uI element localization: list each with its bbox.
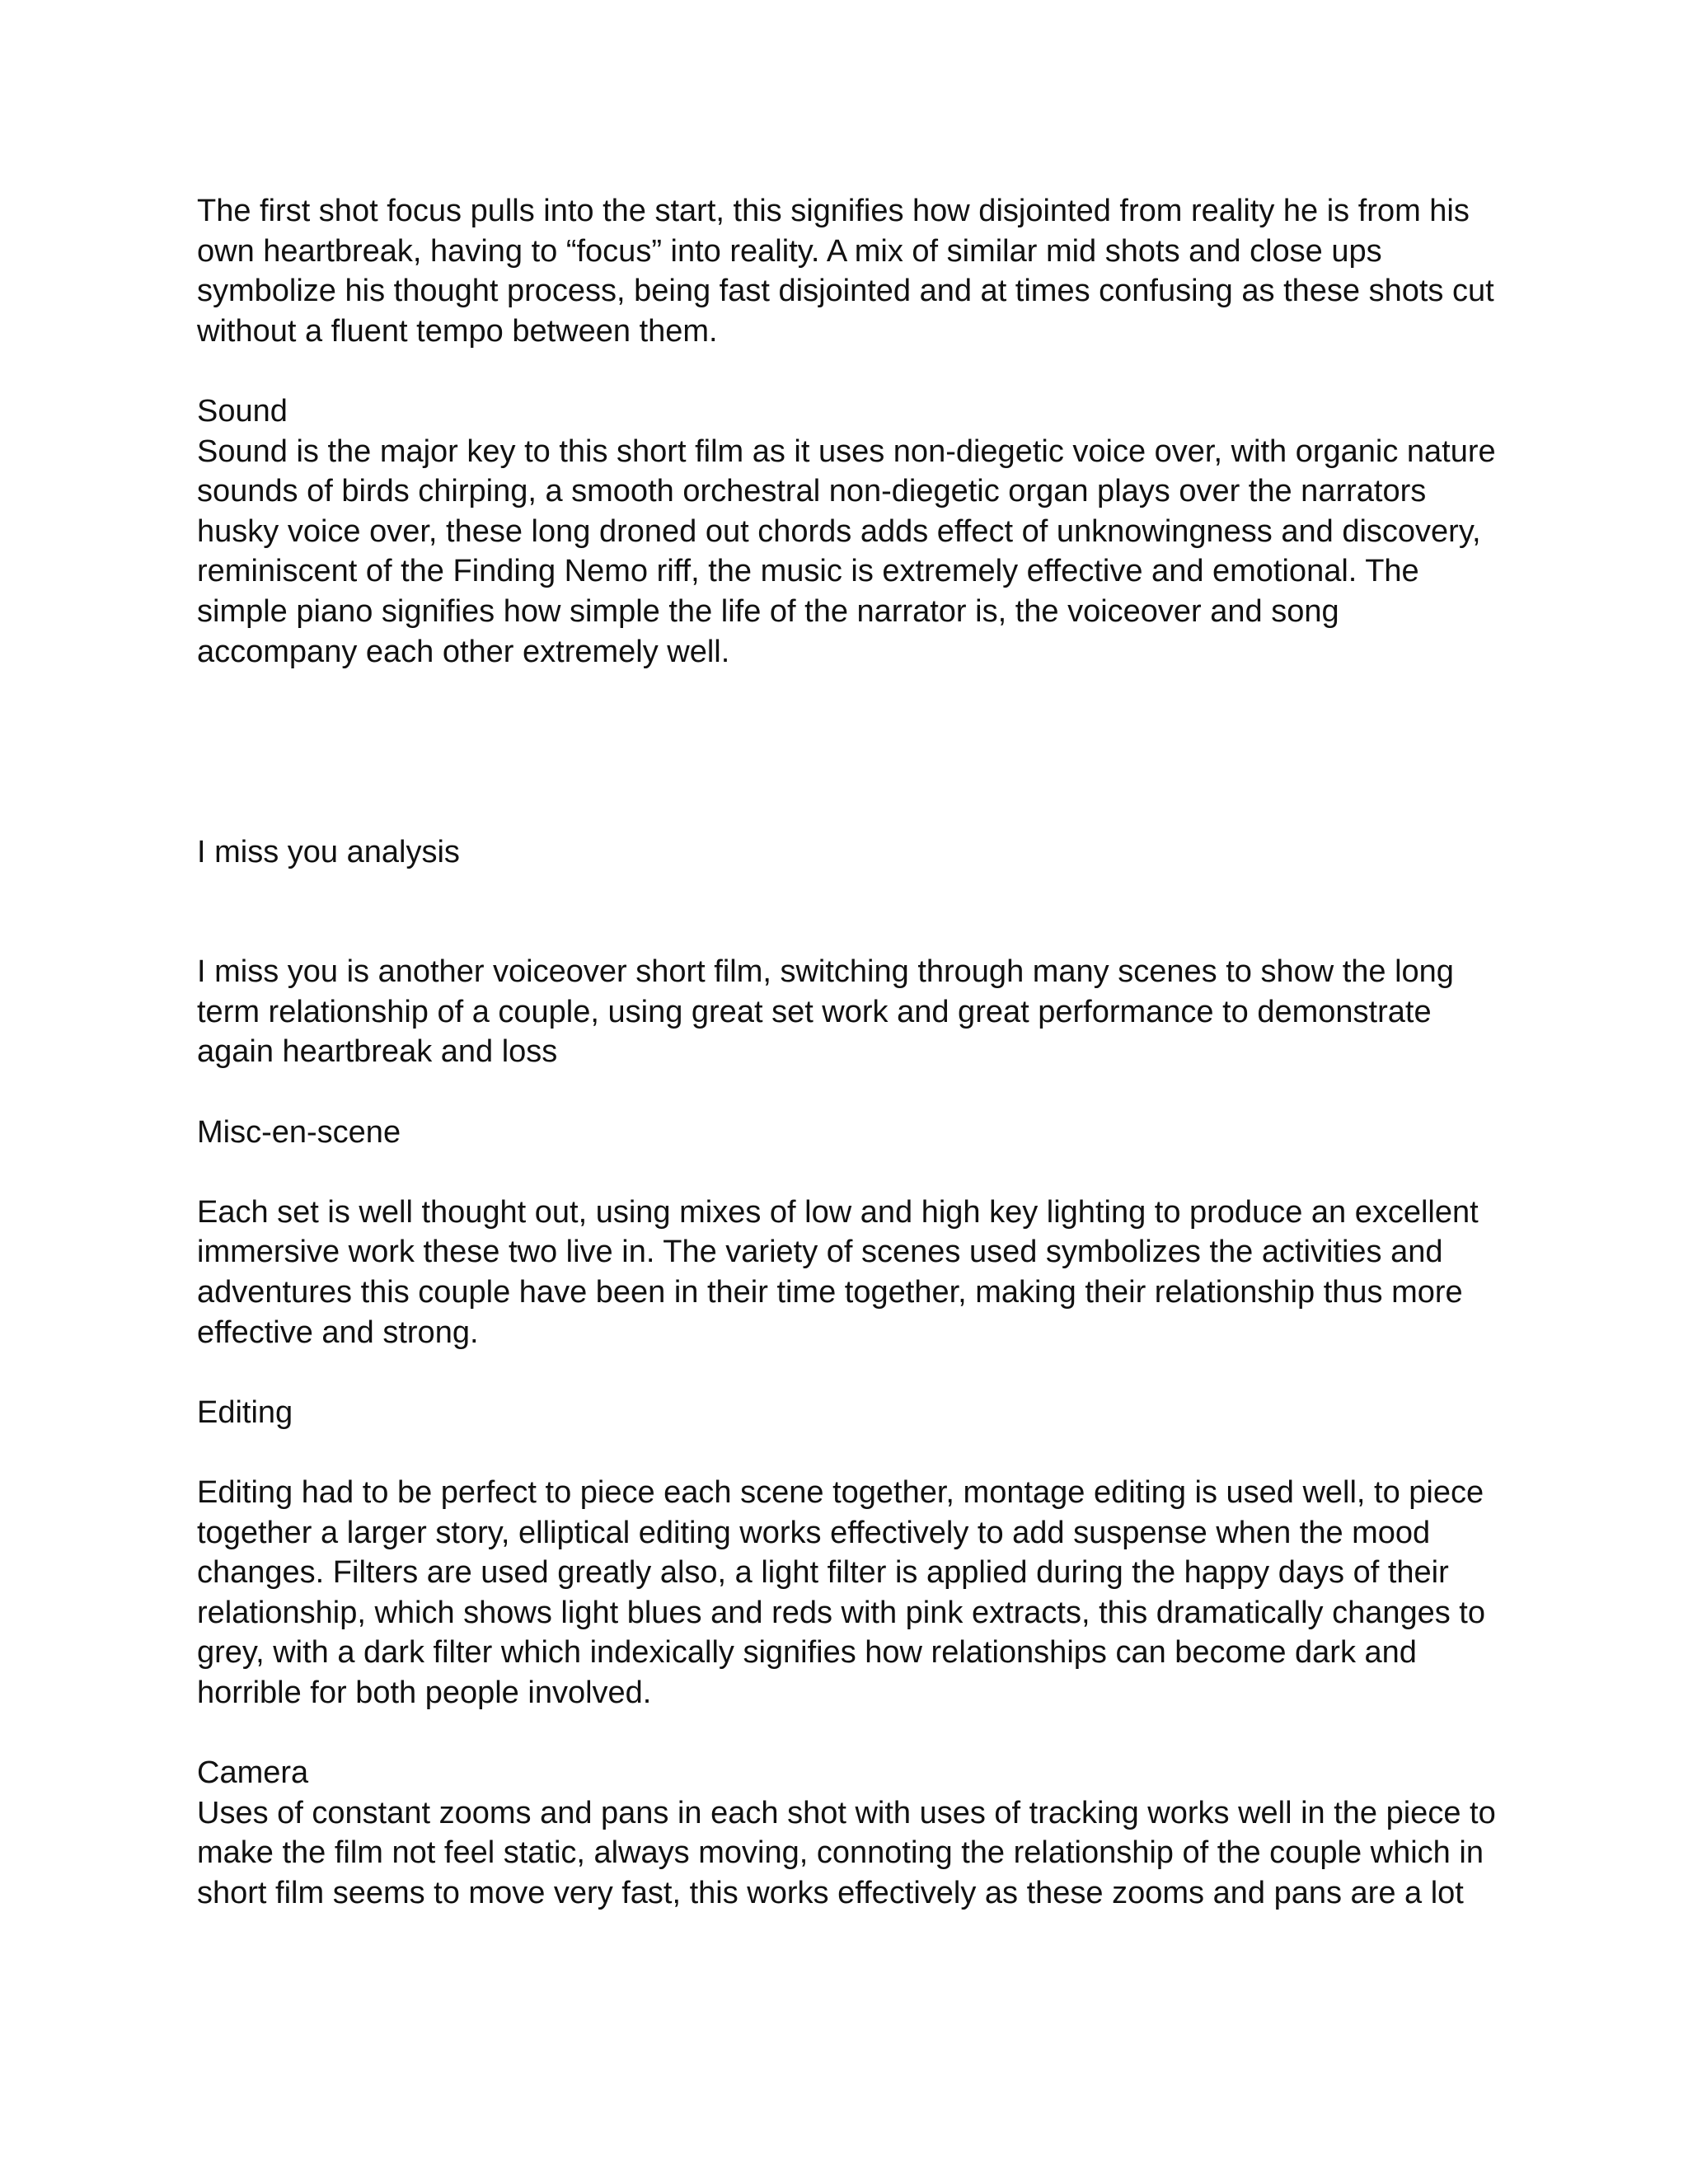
spacer [197, 1713, 1499, 1754]
spacer [197, 1072, 1499, 1113]
spacer [197, 672, 1499, 832]
heading-sound: Sound [197, 393, 288, 429]
heading-camera: Camera [197, 1755, 309, 1791]
heading-editing: Editing [197, 1394, 293, 1430]
spacer [197, 872, 1499, 952]
paragraph-sound: Sound is the major key to this short film as it uses non-diegetic voice over, with organic nature sounds of birds chirping, a smooth orchestral non-diegetic organ plays over the narrators husky voice over, these long droned out chords adds effect of unknowingness and discovery, reminiscent of the Finding Nemo riff, the music is extremely effective and emotional. The simple piano signifies how simple the life of the narrator is, the voiceover and song accompany each other extremely well. [197, 434, 1505, 669]
paragraph-editing: Editing had to be perfect to piece each scene together, montage editing is used well, to piece together a larger story, elliptical editing works effectively to add suspense when the mood changes. Filters are used greatly also, a light filter is applied during the happy days of their relationship, which shows light blues and reds with pink extracts, this dramatically changes to grey, with a dark filter which indexically signifies how relationships can become dark and horrible for both people involved. [197, 1475, 1494, 1710]
paragraph-camera: Uses of constant zooms and pans in each shot with uses of tracking works well in the piece to make the film not feel static, always moving, connoting the relationship of the couple which in short film seems to move very fast, this works effectively as these zooms and pans are a lot [197, 1795, 1505, 1910]
spacer [197, 1432, 1499, 1473]
spacer [197, 1152, 1499, 1193]
spacer [197, 351, 1499, 391]
spacer [197, 1352, 1499, 1393]
heading-i-miss-you-analysis: I miss you analysis [197, 834, 460, 869]
paragraph-i-miss-you-intro: I miss you is another voiceover short film, switching through many scenes to show the long term relationship of a couple, using great set work and great performance to demonstrate again heartbreak and loss [197, 954, 1463, 1070]
heading-misc-en-scene: Misc-en-scene [197, 1114, 401, 1150]
document-body [197, 191, 1505, 1914]
paragraph-misc-en-scene: Each set is well thought out, using mixes of low and high key lighting to produce an excellent immersive work these two live in. The variety of scenes used symbolizes the activities and adventures this couple have been in their time together, making their relationship thus more effective and strong. [197, 1194, 1488, 1350]
paragraph-first-shot: The first shot focus pulls into the start, this signifies how disjointed from reality he is from his own heartbreak, having to “focus” into reality. A mix of similar mid shots and close ups symbolize his thought process, being fast disjointed and at times confusing as these shots cut without a fluent tempo between them. [197, 194, 1503, 349]
